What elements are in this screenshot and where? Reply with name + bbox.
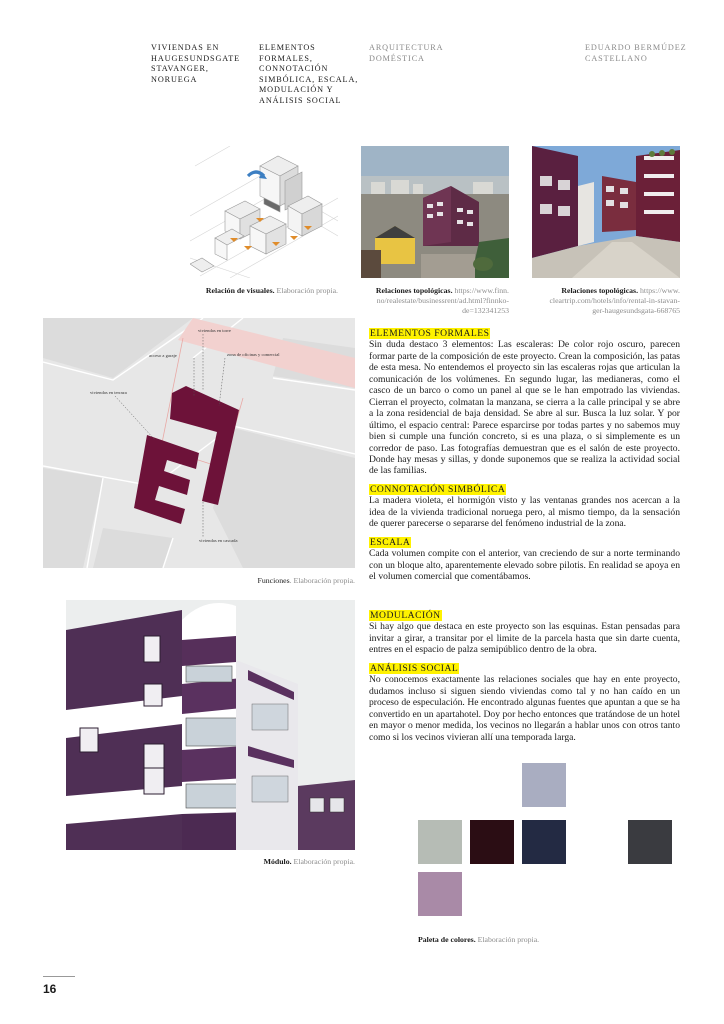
section-text: Cada volumen compite con el anterior, van creciendo de sur a norte terminando con un bloque alto, aparentemente elevado sobre pilotis. En realidad se apoya en el volumen comercial que comentábamos. [369,548,680,583]
site-plan [43,318,355,568]
caption-source: no/realestate/businessrent/ad.html?finnko- [376,295,509,305]
page-number: 16 [43,982,57,996]
caption-title: Funciones [257,576,290,585]
palette-swatch-mauve [418,872,462,916]
palette-swatch-sage [418,820,462,864]
caption-source: de=132341253 [462,305,509,315]
topologicas-photo-1 [361,146,509,278]
header-topic-line: MODULACIÓN Y [259,85,334,95]
section-elementos-formales [369,328,680,477]
header-project-line: VIVIENDAS EN [151,43,220,52]
header-project [151,43,240,85]
section-heading: MODULACIÓN [370,610,441,621]
label-zona-oficinas: zona de oficinas y comercial [227,352,280,357]
caption-source: Elaboración propia. [276,286,338,295]
caption-source: cleartrip.com/hotels/info/rental-in-stavan- [549,295,680,305]
caption-source: https://www.finn. [454,286,509,295]
section-heading: CONNOTACIÓN SIMBÓLICA [370,483,506,495]
street-photo [532,146,680,278]
caption-title: Relaciones topológicas. [561,286,639,295]
section-text: Si hay algo que destaca en este proyecto son las esquinas. Estan pensadas para invitar a girar, a transitar por el limite de la parcela hasta que sin darte cuenta, entres en el espacio de palza semipúblico dentro de la obra. [369,621,680,656]
page-number-rule [43,976,75,977]
section-text: No conocemos exactamente las relaciones sociales que hay en ente proyecto, dudamos incluso si siguen siendo viviendas como tal y no han caído en un proceso de especulación. He encontrado algunas fuentes que apuntan a que se ha convertido en un apartahotel. Doy por hecho entonces que tratándose de un hotel en mayor o menor medida, los vecinos no llegarán a hablar unos con otros tanto como si los vecinos vivieran allí una temporada larga. [369,674,680,743]
header-course-line: ARQUITECTURA [369,43,444,52]
header-project-line: HAUGESUNDSGATE [151,53,241,63]
caption-title: Paleta de colores. [418,935,476,944]
body-text-2 [369,610,680,750]
label-acceso-garaje: acceso a garaje [149,353,177,358]
section-heading: ESCALA [370,536,411,548]
building-photo [66,600,355,850]
header-author-line: EDUARDO BERMÚDEZ [585,43,687,52]
palette-swatch-burgundy [470,820,514,864]
topologicas-caption-2 [490,286,680,315]
header-topic [259,43,358,107]
topologicas-caption-1 [318,286,509,315]
section-text: La madera violeta, el hormigón visto y las ventanas grandes nos acercan a la idea de la vivienda tradicional noruega pero, al mismo tiempo, da la sensación de querer parecerse o separarse del fenómeno industrial de la zona. [369,495,680,530]
section-heading: ANÁLISIS SOCIAL [370,662,459,674]
label-viviendas-torre: viviendas en torre [198,328,231,333]
section-connotacion-simbolica [369,484,680,530]
visuales-caption [150,286,338,296]
body-text [369,328,680,590]
section-analisis-social [369,663,680,743]
header-topic-line: ELEMENTOS [259,43,316,52]
section-heading: ELEMENTOS FORMALES [370,328,490,339]
header-project-line: NORUEGA [151,74,198,84]
axonometric-drawing [190,146,338,278]
palette-swatch-navy [522,820,566,864]
aerial-photo [361,146,509,278]
funciones-caption [150,576,355,586]
label-viviendas-terraza: viviendas en terraza [90,390,127,395]
funciones-plan [43,318,355,568]
label-viviendas-cascada: viviendas en cascada [199,538,238,543]
caption-title: Relaciones topológicas. [375,286,453,295]
topologicas-photo-2 [532,146,680,278]
caption-source: ger-haugesundsgata-668765 [592,305,680,315]
paleta-caption [418,935,618,945]
palette-swatch-charcoal [628,820,672,864]
section-escala [369,537,680,583]
header-topic-line: FORMALES, [259,53,313,63]
modulo-caption [150,857,355,867]
header-project-line: STAVANGER, [151,64,209,74]
header-course [369,43,443,64]
caption-title: Relación de visuales. [205,286,275,295]
caption-source: Elaboración propia. [477,935,540,944]
palette-swatch-lavender [522,763,566,807]
section-modulacion [369,610,680,656]
header-author [585,43,687,64]
modulo-photo [66,600,355,850]
header-course-line: DOMÉSTICA [369,53,425,63]
visuales-figure [190,146,338,278]
caption-title: Módulo. [263,857,292,866]
header-topic-line: CONNOTACIÓN [259,64,329,74]
caption-source: https://www. [640,286,680,295]
header-topic-line: ANÁLISIS SOCIAL [259,95,342,105]
header-author-line: CASTELLANO [585,53,648,63]
section-text: Sin duda destaco 3 elementos: Las escaleras: De color rojo oscuro, parecen formar parte de la composición de este proyecto. Crean la composición, las patas de esta mesa. No entendemos el proyecto sin las escaleras rojas que articulan la comunicación de los volúmenes. En segundo lugar, las medianeras, como el casco de un barco o como un panel al que se le han empotrado las viviendas. Cierran el proyecto, colmatan la manzana, se cierra a la calle principal y se abre a la zona residencial de baja densidad. Se abre al sur. Busca la luz solar. Y por último, el espacio central: Parece esparcirse por todas partes y no sabemos muy bien si cumple una función concreto, si es una plaza, o si simplemente es un corredor de paso. Las fotografías demuestran que es el salón de este proyecto. Donde hay mesas y sillas, y donde suponemos que se realiza la actividad social de las familias. [369,339,680,477]
caption-source: Elaboración propia. [293,857,355,866]
header-topic-line: SIMBÓLICA, ESCALA, [259,74,359,84]
caption-source: . Elaboración propia. [289,576,355,585]
